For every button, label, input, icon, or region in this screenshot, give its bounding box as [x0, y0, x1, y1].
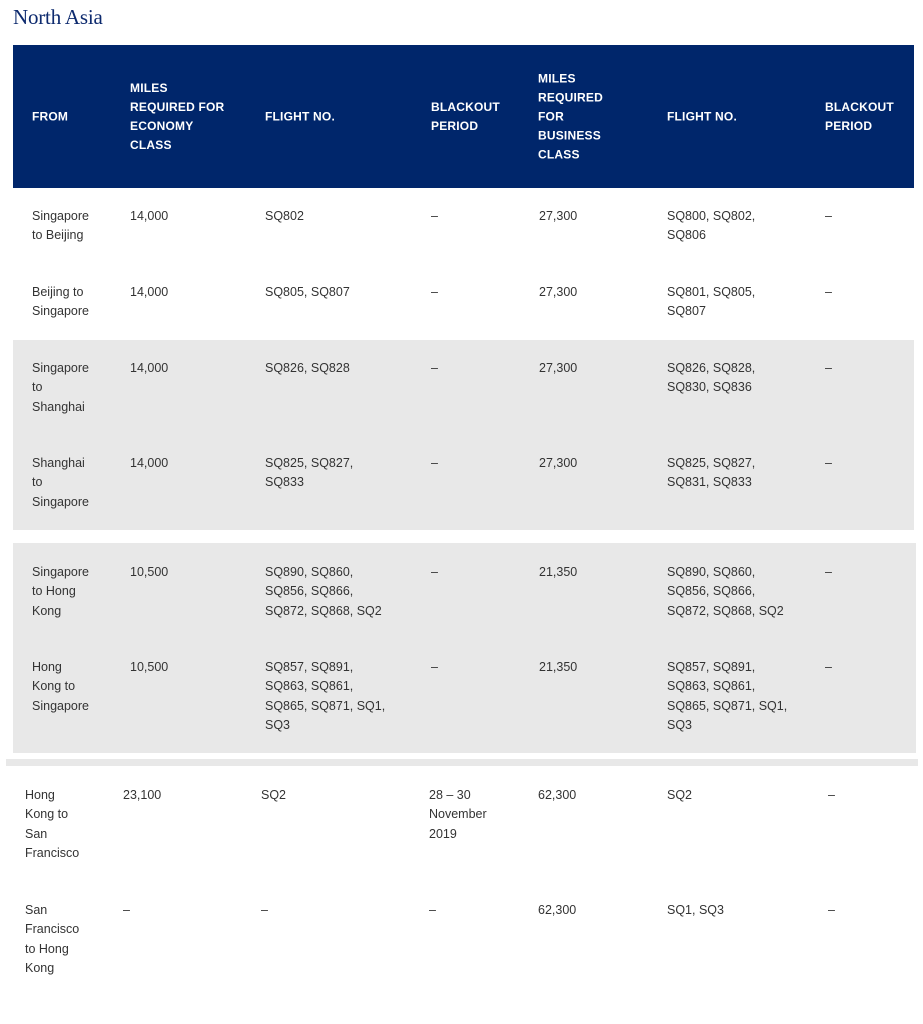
cell-line: – [431, 285, 438, 299]
cell-economy-miles [130, 454, 240, 473]
cell-business-flights [667, 563, 807, 621]
cell-line: SQ826, SQ828 [265, 361, 350, 375]
cell-business-miles [539, 658, 639, 677]
cell-line: SQ863, SQ861, [265, 679, 354, 694]
cell-line: 27,300 [539, 209, 578, 223]
cell-line: SQ872, SQ868, SQ2 [667, 603, 784, 618]
header-economy-miles [130, 79, 224, 155]
cell-economy-blackout [431, 563, 521, 582]
header-line: FLIGHT NO. [265, 109, 335, 123]
cell-line: Kong [32, 603, 62, 618]
cell-business-blackout [825, 658, 905, 677]
cell-line: – [431, 209, 438, 223]
cell-line: – [431, 660, 438, 674]
header-economy-flight-no [265, 107, 335, 126]
cell-business-flights [667, 283, 807, 322]
cell-line: 62,300 [538, 903, 577, 917]
header-line: BLACKOUT [825, 99, 894, 114]
cell-line: SQ826, SQ828, [667, 361, 756, 375]
cell-line: SQ830, SQ836 [667, 380, 752, 395]
cell-line: 27,300 [539, 361, 578, 375]
cell-economy-blackout [431, 454, 521, 473]
group-divider [6, 759, 918, 766]
header-line: FLIGHT NO. [667, 109, 737, 123]
cell-line: – [828, 788, 835, 802]
cell-economy-blackout [431, 283, 521, 302]
cell-business-flights [667, 901, 807, 920]
header-line: REQUIRED FOR [130, 99, 225, 114]
cell-from [32, 359, 112, 417]
cell-line: Singapore [32, 361, 89, 375]
header-line: FROM [32, 109, 69, 123]
cell-economy-miles [130, 207, 240, 226]
cell-economy-flights [265, 563, 405, 621]
cell-line: 62,300 [538, 788, 577, 802]
cell-economy-miles [130, 359, 240, 378]
cell-line: Beijing to [32, 285, 84, 299]
cell-business-miles [539, 359, 639, 378]
cell-line: SQ857, SQ891, [667, 660, 756, 674]
cell-line: SQ1, SQ3 [667, 903, 724, 917]
cell-line: – [825, 285, 832, 299]
cell-line: Singapore [32, 565, 89, 579]
header-line: MILES [130, 80, 168, 95]
cell-line: Singapore [32, 304, 89, 319]
cell-business-flights [667, 786, 807, 805]
cell-line: 23,100 [123, 788, 162, 802]
cell-line: SQ863, SQ861, [667, 679, 756, 694]
header-line: ECONOMY [130, 118, 194, 133]
cell-line: – [431, 456, 438, 470]
cell-line: SQ856, SQ866, [265, 584, 354, 599]
cell-line: – [123, 903, 130, 917]
cell-business-blackout [825, 283, 905, 302]
cell-line: San [25, 826, 48, 841]
cell-business-blackout [825, 454, 905, 473]
cell-line: Kong [25, 960, 55, 975]
header-line: BLACKOUT [431, 99, 500, 114]
cell-economy-blackout [429, 786, 519, 844]
cell-line: SQ856, SQ866, [667, 584, 756, 599]
cell-line: 27,300 [539, 456, 578, 470]
cell-line: – [825, 456, 832, 470]
cell-line: – [825, 660, 832, 674]
cell-from [32, 207, 112, 246]
cell-economy-flights [265, 359, 405, 378]
header-from [32, 107, 68, 126]
cell-business-blackout [825, 207, 905, 226]
cell-economy-blackout [429, 901, 519, 920]
cell-line: SQ825, SQ827, [667, 456, 756, 470]
cell-business-miles [539, 207, 639, 226]
cell-economy-flights [265, 207, 405, 226]
cell-line: – [431, 361, 438, 375]
cell-economy-miles [123, 786, 233, 805]
cell-line: 2019 [429, 826, 457, 841]
cell-economy-blackout [431, 658, 521, 677]
header-line: BUSINESS [538, 128, 601, 142]
cell-line: Singapore [32, 494, 89, 509]
header-line: PERIOD [825, 118, 873, 133]
cell-economy-miles [130, 658, 240, 677]
cell-line: Hong [25, 788, 55, 802]
cell-business-flights [667, 658, 807, 735]
cell-from [32, 454, 112, 512]
cell-line: 14,000 [130, 456, 169, 470]
cell-business-flights [667, 359, 807, 398]
cell-business-miles [539, 454, 639, 473]
header-business-blackout [825, 98, 894, 136]
cell-business-blackout [828, 901, 908, 920]
cell-business-flights [667, 207, 807, 246]
cell-line: San [25, 903, 48, 917]
cell-line: Shanghai [32, 399, 85, 414]
cell-line: Kong to [32, 679, 76, 694]
cell-line: 14,000 [130, 361, 169, 375]
cell-business-miles [538, 901, 638, 920]
cell-line: SQ802 [265, 209, 304, 223]
header-line: CLASS [130, 137, 172, 152]
cell-economy-blackout [431, 359, 521, 378]
cell-line: to [32, 475, 43, 490]
cell-business-miles [539, 563, 639, 582]
cell-line: SQ831, SQ833 [667, 475, 752, 490]
cell-line: SQ2 [261, 788, 287, 802]
cell-line: SQ865, SQ871, SQ1, [265, 698, 386, 713]
cell-line: 14,000 [130, 209, 169, 223]
cell-line: 10,500 [130, 565, 169, 579]
cell-line: 21,350 [539, 565, 578, 579]
cell-business-blackout [825, 359, 905, 378]
cell-line: SQ2 [667, 788, 693, 802]
cell-economy-blackout [431, 207, 521, 226]
cell-line: – [825, 565, 832, 579]
cell-line: SQ865, SQ871, SQ1, [667, 698, 788, 713]
cell-line: SQ825, SQ827, [265, 456, 354, 470]
cell-line: 27,300 [539, 285, 578, 299]
cell-economy-miles [130, 283, 240, 302]
header-line: CLASS [538, 147, 580, 161]
cell-line: SQ833 [265, 475, 304, 490]
cell-line: Hong [32, 660, 62, 674]
cell-line: November [429, 807, 487, 822]
cell-business-blackout [828, 786, 908, 805]
cell-line: 10,500 [130, 660, 169, 674]
cell-from [25, 786, 105, 863]
cell-economy-miles [123, 901, 233, 920]
cell-line: Singapore [32, 209, 89, 223]
cell-line: SQ805, SQ807 [265, 285, 350, 299]
cell-business-miles [539, 283, 639, 302]
cell-line: SQ806 [667, 228, 706, 243]
cell-business-flights [667, 454, 807, 493]
cell-from [25, 901, 105, 978]
header-business-flight-no [667, 107, 737, 126]
cell-line: SQ3 [667, 717, 693, 732]
cell-line: SQ890, SQ860, [265, 565, 354, 579]
header-line: REQUIRED [538, 90, 603, 104]
cell-economy-flights [261, 901, 401, 920]
cell-line: – [825, 361, 832, 375]
cell-line: 14,000 [130, 285, 169, 299]
cell-line: Francisco [25, 922, 80, 937]
header-line: PERIOD [431, 118, 479, 133]
table-header [13, 45, 914, 188]
cell-from [32, 283, 112, 322]
header-economy-blackout [431, 98, 500, 136]
page-title: North Asia [13, 5, 103, 29]
cell-line: – [825, 209, 832, 223]
cell-line: SQ800, SQ802, [667, 209, 756, 223]
cell-line: – [828, 903, 835, 917]
cell-economy-flights [265, 454, 405, 493]
cell-line: Francisco [25, 845, 80, 860]
header-line: FOR [538, 109, 564, 123]
cell-line: 28 – 30 [429, 788, 471, 802]
cell-line: to Hong [25, 941, 69, 956]
cell-line: SQ3 [265, 717, 291, 732]
cell-line: to Beijing [32, 228, 84, 243]
cell-business-blackout [825, 563, 905, 582]
cell-line: 21,350 [539, 660, 578, 674]
cell-line: Shanghai [32, 456, 85, 470]
cell-line: SQ857, SQ891, [265, 660, 354, 674]
cell-from [32, 563, 112, 621]
cell-line: SQ801, SQ805, [667, 285, 756, 299]
cell-economy-flights [265, 658, 405, 735]
cell-from [32, 658, 112, 716]
cell-line: to [32, 380, 43, 395]
cell-line: to Hong [32, 584, 76, 599]
cell-line: – [261, 903, 268, 917]
header-business-miles [538, 69, 603, 164]
cell-line: – [429, 903, 436, 917]
cell-line: Singapore [32, 698, 89, 713]
cell-line: – [431, 565, 438, 579]
cell-line: SQ807 [667, 304, 706, 319]
cell-line: SQ890, SQ860, [667, 565, 756, 579]
cell-line: Kong to [25, 807, 69, 822]
cell-economy-miles [130, 563, 240, 582]
cell-economy-flights [261, 786, 401, 805]
header-line: MILES [538, 71, 576, 85]
cell-economy-flights [265, 283, 405, 302]
cell-business-miles [538, 786, 638, 805]
cell-line: SQ872, SQ868, SQ2 [265, 603, 382, 618]
